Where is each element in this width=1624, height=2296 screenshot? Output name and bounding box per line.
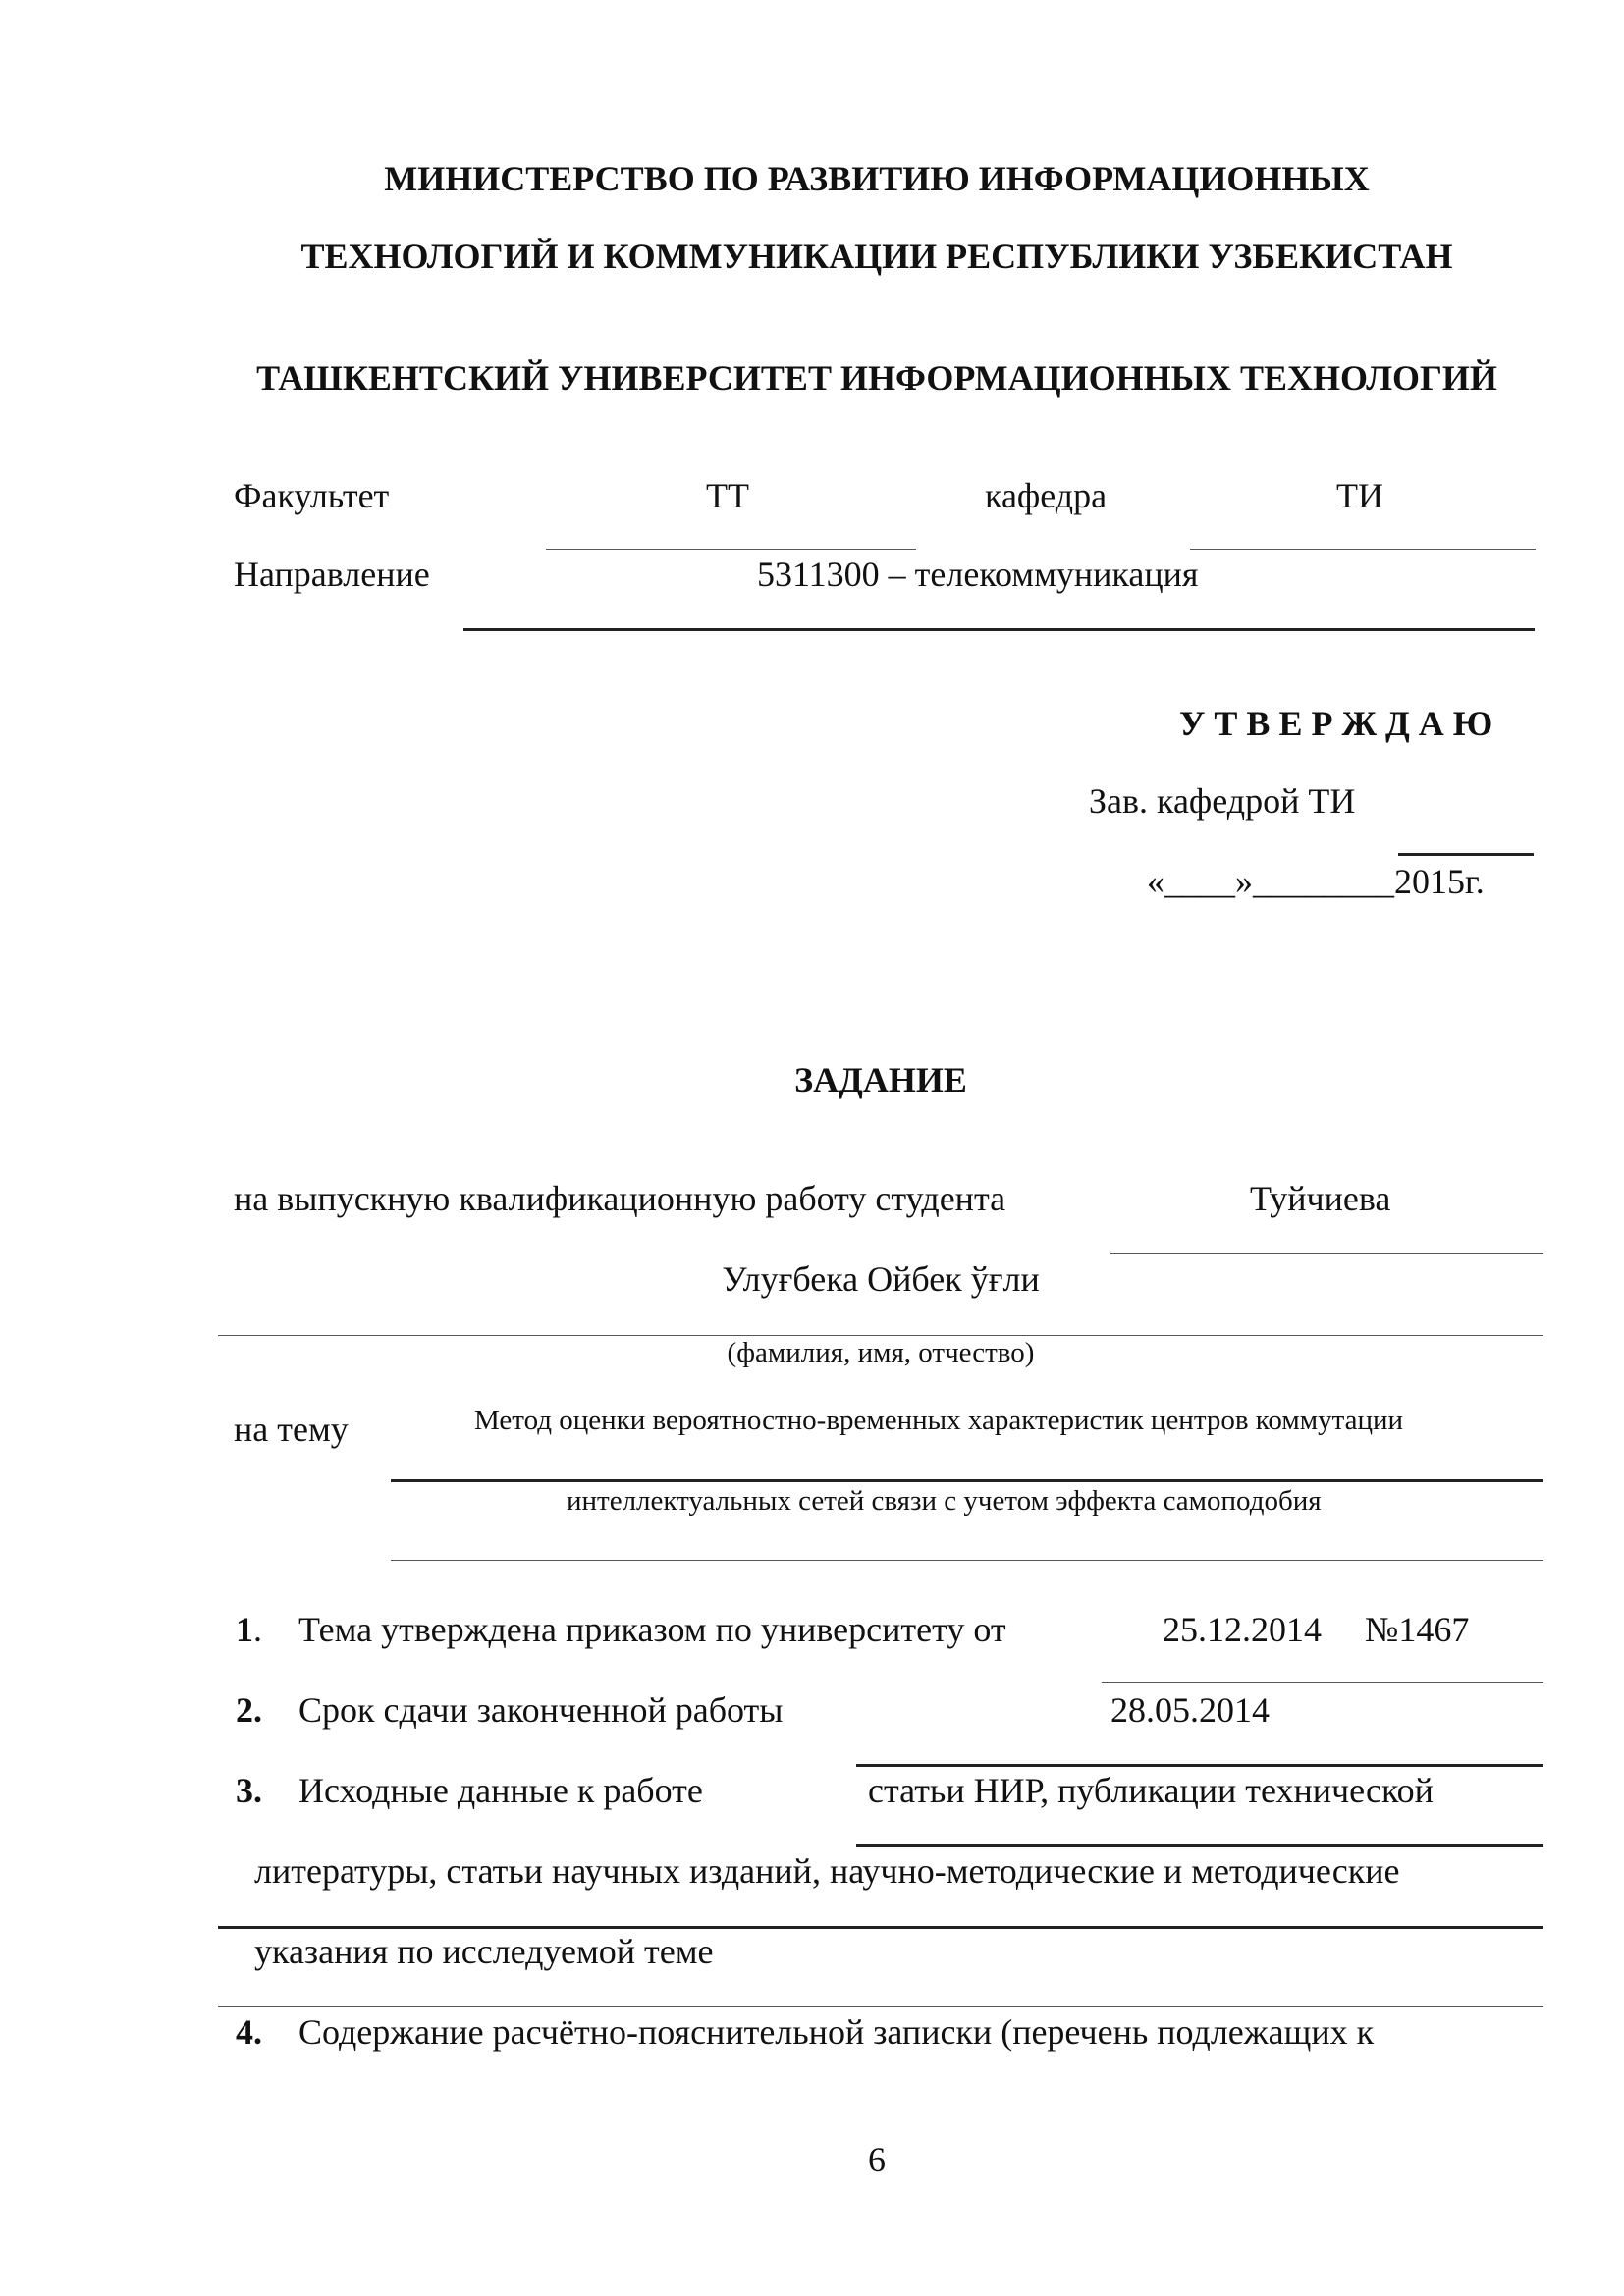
topic-underline-2 <box>391 1560 1543 1561</box>
university-name: ТАШКЕНТСКИЙ УНИВЕРСИТЕТ ИНФОРМАЦИОННЫХ ТЕХНОЛОГИЙ <box>256 358 1497 398</box>
department-label: кафедра <box>985 476 1108 515</box>
item-2-value: 28.05.2014 <box>1110 1690 1270 1730</box>
faculty-underline <box>546 549 916 550</box>
student-name: Улуғбека Ойбек ўғли <box>722 1259 1040 1299</box>
student-name-underline <box>218 1335 1543 1336</box>
item-3-underline-1 <box>856 1844 1543 1847</box>
ministry-line-2: ТЕХНОЛОГИЙ И КОММУНИКАЦИИ РЕСПУБЛИКИ УЗБЕКИСТАН <box>300 237 1453 276</box>
student-surname-underline <box>1110 1253 1543 1254</box>
approval-date: «____»________2015г. <box>1147 862 1485 901</box>
ministry-line-1: МИНИСТЕРСТВО ПО РАЗВИТИЮ ИНФОРМАЦИОННЫХ <box>384 159 1370 198</box>
direction-underline <box>463 628 1535 631</box>
item-1-number: 1. <box>236 1610 262 1649</box>
faculty-label: Факультет <box>234 476 390 515</box>
topic-line-2: интеллектуальных сетей связи с учетом эффекта самоподобия <box>567 1485 1322 1517</box>
item-1-date: 25.12.2014 <box>1163 1610 1322 1649</box>
student-surname: Туйчиева <box>1250 1179 1391 1218</box>
assignment-title: ЗАДАНИЕ <box>794 1060 967 1099</box>
signature-line <box>1398 853 1534 856</box>
topic-line-1: Метод оценки вероятностно-временных характеристик центров коммутации <box>474 1405 1404 1436</box>
item-4-number: 4. <box>236 2012 262 2052</box>
item-3-number: 3. <box>236 1771 262 1810</box>
department-underline <box>1190 549 1536 550</box>
topic-underline-1 <box>391 1479 1543 1482</box>
item-3-underline-2 <box>218 1926 1543 1929</box>
student-prefix: на выпускную квалификационную работу студента <box>234 1179 1006 1218</box>
item-1-label: Тема утверждена приказом по университету от <box>298 1610 1006 1649</box>
name-caption: (фамилия, имя, отчество) <box>727 1337 1035 1368</box>
topic-label: на тему <box>234 1410 349 1449</box>
item-2-label: Срок сдачи законченной работы <box>298 1690 784 1730</box>
item-2-underline <box>856 1764 1543 1767</box>
item-2-number: 2. <box>236 1690 262 1730</box>
item-4-label: Содержание расчётно-пояснительной записки (перечень подлежащих к <box>298 2012 1375 2052</box>
direction-value: 5311300 – телекоммуникация <box>757 555 1199 594</box>
item-1-underline <box>1102 1682 1543 1683</box>
item-3-label: Исходные данные к работе <box>298 1771 703 1810</box>
page-number: 6 <box>868 2140 886 2179</box>
item-1-order-number: №1467 <box>1365 1610 1470 1649</box>
approval-position: Зав. кафедрой ТИ <box>1089 781 1356 821</box>
item-3-value-line-3: указания по исследуемой теме <box>254 1932 714 1971</box>
item-3-underline-3 <box>218 2006 1543 2007</box>
item-3-value-line-2: литературы, статьи научных изданий, научно-методические и методические <box>254 1851 1400 1891</box>
department-value: ТИ <box>1336 476 1383 515</box>
direction-label: Направление <box>234 555 430 594</box>
approval-title: У Т В Е Р Ж Д А Ю <box>1179 704 1493 743</box>
faculty-value: ТТ <box>706 476 749 515</box>
item-3-value-line-1: статьи НИР, публикации технической <box>868 1771 1434 1810</box>
